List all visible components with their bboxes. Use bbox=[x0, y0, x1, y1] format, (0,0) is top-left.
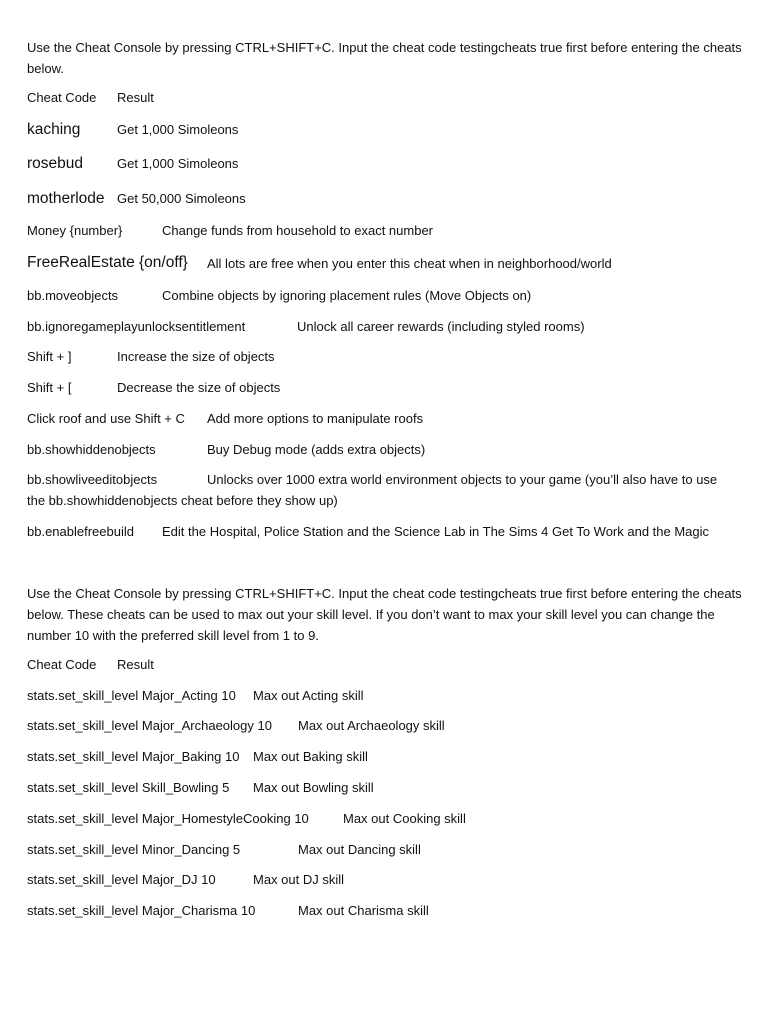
cheat-result-continuation: the bb.showhiddenobjects cheat before they show up) bbox=[27, 493, 338, 508]
cheat-result: Get 1,000 Simoleons bbox=[117, 122, 239, 137]
cheat-code: bb.ignoregameplayunlocksentitlement bbox=[27, 319, 246, 334]
skill-cheat-code: stats.set_skill_level Major_Baking 10 bbox=[27, 749, 240, 764]
table-row bbox=[27, 288, 757, 306]
table-row bbox=[27, 872, 757, 890]
cheat-result: Unlocks over 1000 extra world environment objects to your game (you’ll also have to use bbox=[207, 472, 718, 487]
table-row bbox=[27, 319, 757, 337]
table-row bbox=[27, 191, 757, 209]
table-row bbox=[27, 156, 757, 174]
cheat-result: Unlock all career rewards (including styled rooms) bbox=[297, 319, 585, 334]
cheat-code: bb.enablefreebuild bbox=[27, 524, 134, 539]
table-row bbox=[27, 472, 757, 490]
table-row bbox=[27, 688, 757, 706]
section2-table-header bbox=[27, 657, 757, 675]
table-row bbox=[27, 811, 757, 829]
header-result: Result bbox=[117, 90, 154, 105]
skill-cheat-code: stats.set_skill_level Major_HomestyleCooking 10 bbox=[27, 811, 309, 826]
table-row bbox=[27, 223, 757, 241]
cheat-code: Money {number} bbox=[27, 223, 123, 238]
cheat-result: Edit the Hospital, Police Station and the Science Lab in The Sims 4 Get To Work and the Magic bbox=[162, 524, 710, 539]
cheat-result: All lots are free when you enter this cheat when in neighborhood/world bbox=[207, 256, 612, 271]
table-row bbox=[27, 442, 757, 460]
cheat-result: Change funds from household to exact number bbox=[162, 223, 434, 238]
section1-intro: Use the Cheat Console by pressing CTRL+SHIFT+C. Input the cheat code testingcheats true first before entering the cheats below. bbox=[27, 40, 742, 76]
table-row bbox=[27, 380, 757, 398]
skill-cheat-code: stats.set_skill_level Skill_Bowling 5 bbox=[27, 780, 230, 795]
cheat-result: Get 1,000 Simoleons bbox=[117, 156, 239, 171]
cheat-result: Get 50,000 Simoleons bbox=[117, 191, 246, 206]
skill-cheat-code: stats.set_skill_level Major_Archaeology 10 bbox=[27, 718, 272, 733]
section1-table-header bbox=[27, 90, 757, 108]
table-row bbox=[27, 780, 757, 798]
cheat-result: Decrease the size of objects bbox=[117, 380, 281, 395]
skill-cheat-result: Max out DJ skill bbox=[253, 872, 345, 887]
cheat-code: bb.showliveeditobjects bbox=[27, 472, 158, 487]
skill-cheat-result: Max out Archaeology skill bbox=[298, 718, 445, 733]
cheat-code: Shift + ] bbox=[27, 349, 72, 364]
header-cheat-code: Cheat Code bbox=[27, 657, 97, 672]
skill-cheat-code: stats.set_skill_level Major_Charisma 10 bbox=[27, 903, 256, 918]
skill-cheat-code: stats.set_skill_level Major_Acting 10 bbox=[27, 688, 236, 703]
skill-cheat-result: Max out Cooking skill bbox=[343, 811, 466, 826]
table-row bbox=[27, 903, 757, 921]
cheat-code: FreeRealEstate {on/off} bbox=[27, 254, 188, 271]
cheat-code: kaching bbox=[27, 121, 81, 138]
cheat-code: Shift + [ bbox=[27, 380, 72, 395]
skill-cheat-result: Max out Baking skill bbox=[253, 749, 368, 764]
cheat-result: Increase the size of objects bbox=[117, 349, 275, 364]
table-row bbox=[27, 349, 757, 367]
cheat-code: rosebud bbox=[27, 155, 84, 172]
skill-cheat-result: Max out Bowling skill bbox=[253, 780, 374, 795]
cheat-code: bb.moveobjects bbox=[27, 288, 119, 303]
skill-cheat-result: Max out Dancing skill bbox=[298, 842, 421, 857]
cheat-result: Combine objects by ignoring placement rules (Move Objects on) bbox=[162, 288, 532, 303]
skill-cheat-code: stats.set_skill_level Major_DJ 10 bbox=[27, 872, 216, 887]
skill-cheat-code: stats.set_skill_level Minor_Dancing 5 bbox=[27, 842, 241, 857]
cheat-code: bb.showhiddenobjects bbox=[27, 442, 156, 457]
table-row bbox=[27, 411, 757, 429]
skill-cheat-result: Max out Charisma skill bbox=[298, 903, 429, 918]
table-row bbox=[27, 718, 757, 736]
cheat-code: motherlode bbox=[27, 190, 105, 207]
header-result: Result bbox=[117, 657, 154, 672]
table-row bbox=[27, 749, 757, 767]
cheat-result: Add more options to manipulate roofs bbox=[207, 411, 424, 426]
header-cheat-code: Cheat Code bbox=[27, 90, 97, 105]
section2-intro: Use the Cheat Console by pressing CTRL+SHIFT+C. Input the cheat code testingcheats true first before entering the cheats below. These cheats can be used to max out your skill level. If you don’t want to max your skill level you can change the number 10 with the preferred skill level from 1 to 9. bbox=[27, 586, 742, 643]
skill-cheat-result: Max out Acting skill bbox=[253, 688, 364, 703]
cheat-result: Buy Debug mode (adds extra objects) bbox=[207, 442, 426, 457]
table-row bbox=[27, 122, 757, 140]
table-row bbox=[27, 842, 757, 860]
table-row bbox=[27, 256, 757, 274]
table-row bbox=[27, 524, 757, 542]
cheat-code: Click roof and use Shift + C bbox=[27, 411, 185, 426]
